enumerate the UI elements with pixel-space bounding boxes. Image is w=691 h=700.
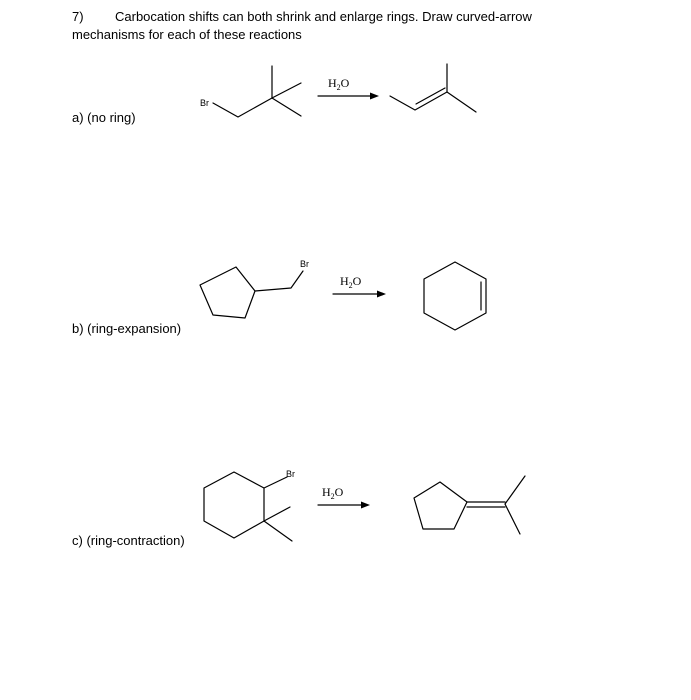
reaction-a-methyl-down bbox=[272, 98, 301, 116]
reaction-a-methyl-right bbox=[272, 83, 301, 98]
reaction-a-reagent: $H_2O$ bbox=[328, 76, 350, 92]
reaction-c-product-methyl-up bbox=[505, 476, 525, 504]
reaction-b-reagent: $H_2O$ bbox=[340, 274, 362, 290]
reaction-a-label: a) (no ring) bbox=[72, 110, 136, 125]
reaction-a-product-methyl-down bbox=[447, 92, 476, 112]
reaction-a-arrow-head bbox=[370, 93, 379, 100]
reaction-c-product-methyl-down bbox=[505, 504, 520, 534]
reaction-c-reactant bbox=[204, 469, 295, 541]
reaction-b-label: b) (ring-expansion) bbox=[72, 321, 182, 336]
reaction-a-reactant bbox=[200, 66, 301, 117]
reaction-c-cyclohexane-ring bbox=[204, 472, 264, 538]
reaction-b-br-label: Br bbox=[300, 259, 309, 269]
question-text-line-1: Carbocation shifts can both shrink and enlarge rings. Draw curved-arrow bbox=[115, 9, 532, 24]
reaction-c-label: c) (ring-contraction) bbox=[72, 533, 185, 548]
reaction-b-cyclohexene-ring bbox=[424, 262, 486, 330]
reaction-b-arrow bbox=[333, 274, 386, 298]
reaction-a-arrow bbox=[318, 76, 379, 100]
reaction-b-product bbox=[424, 262, 486, 330]
question-text-line-2: mechanisms for each of these reactions bbox=[72, 27, 302, 42]
reaction-b-side-chain bbox=[255, 271, 303, 291]
reaction-c-arrow-head bbox=[361, 502, 370, 509]
reaction-a-chain-bonds bbox=[213, 98, 272, 117]
reaction-a-product-chain bbox=[390, 92, 447, 110]
reaction-b-cyclopentane-ring bbox=[200, 267, 255, 318]
reaction-b-arrow-head bbox=[377, 291, 386, 298]
question-number: 7) bbox=[72, 9, 84, 24]
reaction-c-methyl-down bbox=[264, 521, 292, 541]
reaction-c-c-br-bond bbox=[264, 477, 287, 488]
reaction-b-reactant bbox=[200, 259, 309, 318]
reaction-a-br-label: Br bbox=[200, 98, 209, 108]
reaction-c-arrow bbox=[318, 485, 370, 509]
reaction-c-product bbox=[414, 476, 525, 534]
reaction-c-br-label: Br bbox=[286, 469, 295, 479]
reaction-c-methyl-right bbox=[264, 507, 290, 521]
reaction-c-cyclopentane-ring bbox=[414, 482, 467, 529]
reaction-c-reagent: $H_2O$ bbox=[322, 485, 344, 501]
reaction-a-product bbox=[390, 64, 476, 112]
